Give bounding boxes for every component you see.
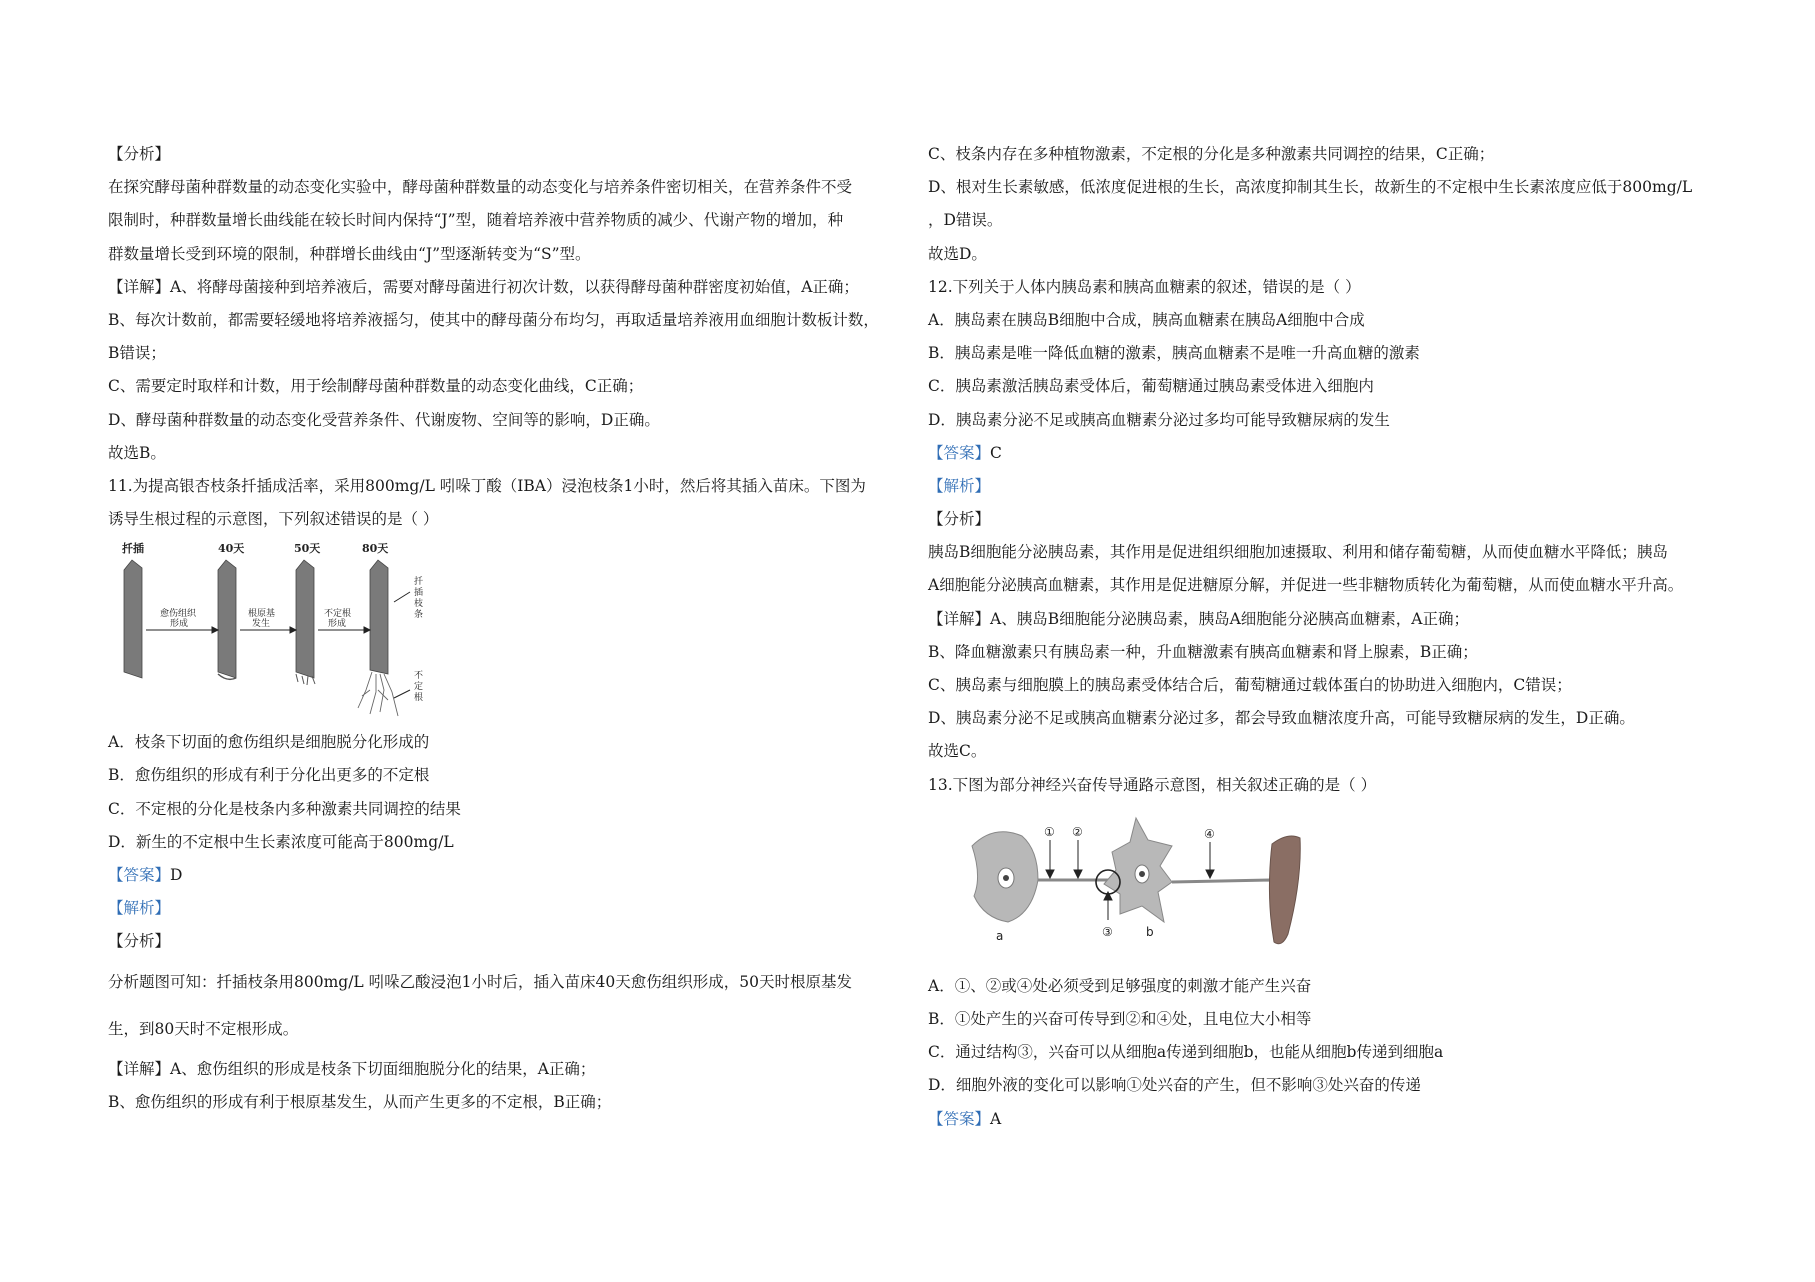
question-13-stem: 13.下图为部分神经兴奋传导通路示意图，相关叙述正确的是（ ） [928, 775, 1377, 794]
nerve-pathway-figure [966, 810, 1306, 960]
cell-b-label: b [1146, 924, 1154, 939]
answer-tag: 【答案】 [928, 443, 991, 462]
side-label: 插 [414, 588, 424, 599]
text-line: 群数量增长受到环境的限制，种群增长曲线由“J”型逐渐转变为“S”型。 [108, 244, 591, 263]
right-column [928, 138, 1728, 1136]
explanation-tag: 【解析】 [928, 476, 991, 495]
answer-tag: 【答案】 [108, 866, 171, 884]
question-12-stem: 12.下列关于人体内胰岛素和胰高血糖素的叙述，错误的是（ ） [928, 277, 1361, 296]
answer-value: D [170, 866, 183, 884]
side-label: 定 [414, 682, 424, 693]
text-line: 在探究酵母菌种群数量的动态变化实验中，酵母菌种群数量的动态变化与培养条件密切相关，在营养条件不受 [108, 178, 853, 197]
question-11-stem: 11.为提高银杏枝条扦插成活率，采用800mg/L 吲哚丁酸（IBA）浸泡枝条1小时，然后将其插入苗床。下图为 [108, 476, 866, 495]
step-label: 形成 [328, 619, 347, 630]
text-line: 胰岛B细胞能分泌胰岛素，其作用是促进组织细胞加速摄取、利用和储存葡萄糖，从而使血糖水平降低；胰岛 [928, 543, 1668, 562]
answer-line [108, 859, 908, 892]
detail-line: C、胰岛素与细胞膜上的胰岛素受体结合后，葡萄糖通过载体蛋白的协助进入细胞内，C错误； [928, 676, 1572, 694]
choice-line: 故选B。 [108, 443, 166, 462]
step-label: 发生 [252, 619, 271, 630]
option-c: C．通过结构③，兴奋可以从细胞a传递到细胞b，也能从细胞b传递到细胞a [928, 1043, 1444, 1062]
option-c: C．不定根的分化是枝条内多种激素共同调控的结果 [108, 799, 461, 818]
question-11-stem: 诱导生根过程的示意图，下列叙述错误的是（ ） [108, 510, 439, 529]
detail-line: C、需要定时取样和计数，用于绘制酵母菌种群数量的动态变化曲线，C正确； [108, 377, 644, 396]
option-d: D．细胞外液的变化可以影响①处兴奋的产生，但不影响③处兴奋的传递 [928, 1076, 1421, 1095]
step-label: 愈伤组织 [160, 609, 197, 620]
text-line: A细胞能分泌胰高血糖素，其作用是促进糖原分解，并促进一些非糖物质转化为葡萄糖，从而使血糖水平升高。 [928, 576, 1684, 595]
detail-line: 【详解】A、将酵母菌接种到培养液后，需要对酵母菌进行初次计数，以获得酵母菌种群密度初始值，A正确； [108, 277, 859, 296]
detail-line: B、降血糖激素只有胰岛素一种，升血糖激素有胰高血糖素和肾上腺素，B正确； [928, 642, 1478, 661]
explanation-tag: 【解析】 [108, 899, 171, 918]
stage-label: 扦插 [122, 542, 144, 556]
stage-label: 40天 [218, 542, 245, 556]
option-a: A．①、②或④处必须受到足够强度的刺激才能产生兴奋 [928, 976, 1312, 995]
stage-label: 80天 [362, 542, 389, 556]
choice-line: 故选C。 [928, 742, 987, 761]
option-b: B．胰岛素是唯一降低血糖的激素，胰高血糖素不是唯一升高血糖的激素 [928, 344, 1420, 363]
marker-2: ② [1072, 824, 1083, 839]
text-line: 限制时，种群数量增长曲线能在较长时间内保持“J”型，随着培养液中营养物质的减少、代谢产物的增加，种 [108, 211, 844, 230]
detail-line: 【详解】A、愈伤组织的形成是枝条下切面细胞脱分化的结果，A正确； [108, 1059, 596, 1078]
analysis-heading: 【分析】 [108, 932, 171, 951]
step-label: 根原基 [248, 609, 276, 620]
option-c: C．胰岛素激活胰岛素受体后，葡萄糖通过胰岛素受体进入细胞内 [928, 377, 1374, 396]
text-line: 分析题图可知：扦插枝条用800mg/L 吲哚乙酸浸泡1小时后，插入苗床40天愈伤组织形成，50天时根原基发 [108, 972, 852, 991]
step-label: 形成 [170, 619, 189, 630]
side-label: 条 [414, 610, 424, 621]
left-column [108, 138, 908, 1119]
text-line: 生，到80天时不定根形成。 [108, 1019, 299, 1038]
marker-4: ④ [1204, 826, 1215, 841]
option-b: B．愈伤组织的形成有利于分化出更多的不定根 [108, 766, 430, 785]
detail-line: ，D错误。 [928, 211, 1003, 230]
step-label: 不定根 [324, 609, 352, 620]
analysis-heading: 【分析】 [108, 145, 171, 163]
detail-line: D、根对生长素敏感，低浓度促进根的生长，高浓度抑制其生长，故新生的不定根中生长素浓度应低于800mg/L [928, 178, 1693, 197]
cell-a-label: a [996, 928, 1004, 943]
marker-1: ① [1044, 824, 1055, 839]
option-d: D．胰岛素分泌不足或胰高血糖素分泌过多均可能导致糖尿病的发生 [928, 410, 1390, 429]
analysis-heading: 【分析】 [928, 510, 991, 529]
side-label: 扦 [414, 577, 424, 588]
detail-line: C、枝条内存在多种植物激素，不定根的分化是多种激素共同调控的结果，C正确； [928, 145, 1495, 163]
choice-line: 故选D。 [928, 244, 987, 263]
stage-label: 50天 [294, 542, 321, 556]
detail-line: 【详解】A、胰岛B细胞能分泌胰岛素，胰岛A细胞能分泌胰高血糖素，A正确； [928, 609, 1469, 628]
option-d: D．新生的不定根中生长素浓度可能高于800mg/L [108, 832, 454, 851]
side-label: 枝 [414, 599, 424, 610]
side-label: 不 [414, 671, 424, 682]
detail-line: D、胰岛素分泌不足或胰高血糖素分泌过多，都会导致血糖浓度升高，可能导致糖尿病的发生，D正确。 [928, 709, 1635, 728]
answer-line [928, 437, 1728, 470]
detail-line: B、每次计数前，都需要轻缓地将培养液摇匀，使其中的酵母菌分布均匀，再取适量培养液用血细胞计数板计数， [108, 310, 879, 329]
detail-line: D、酵母菌种群数量的动态变化受营养条件、代谢废物、空间等的影响，D正确。 [108, 410, 660, 429]
detail-line: B错误； [108, 344, 166, 363]
answer-line [928, 1103, 1728, 1136]
option-a: A．胰岛素在胰岛B细胞中合成，胰高血糖素在胰岛A细胞中合成 [928, 310, 1365, 329]
option-a: A．枝条下切面的愈伤组织是细胞脱分化形成的 [108, 733, 430, 752]
answer-value: A [990, 1109, 1002, 1128]
detail-line: B、愈伤组织的形成有利于根原基发生，从而产生更多的不定根，B正确； [108, 1092, 612, 1111]
answer-value: C [990, 443, 1002, 462]
answer-tag: 【答案】 [928, 1109, 991, 1128]
marker-3: ③ [1102, 924, 1113, 939]
side-label: 根 [414, 693, 424, 704]
rooting-process-figure [114, 540, 434, 722]
option-b: B．①处产生的兴奋可传导到②和④处，且电位大小相等 [928, 1009, 1312, 1028]
